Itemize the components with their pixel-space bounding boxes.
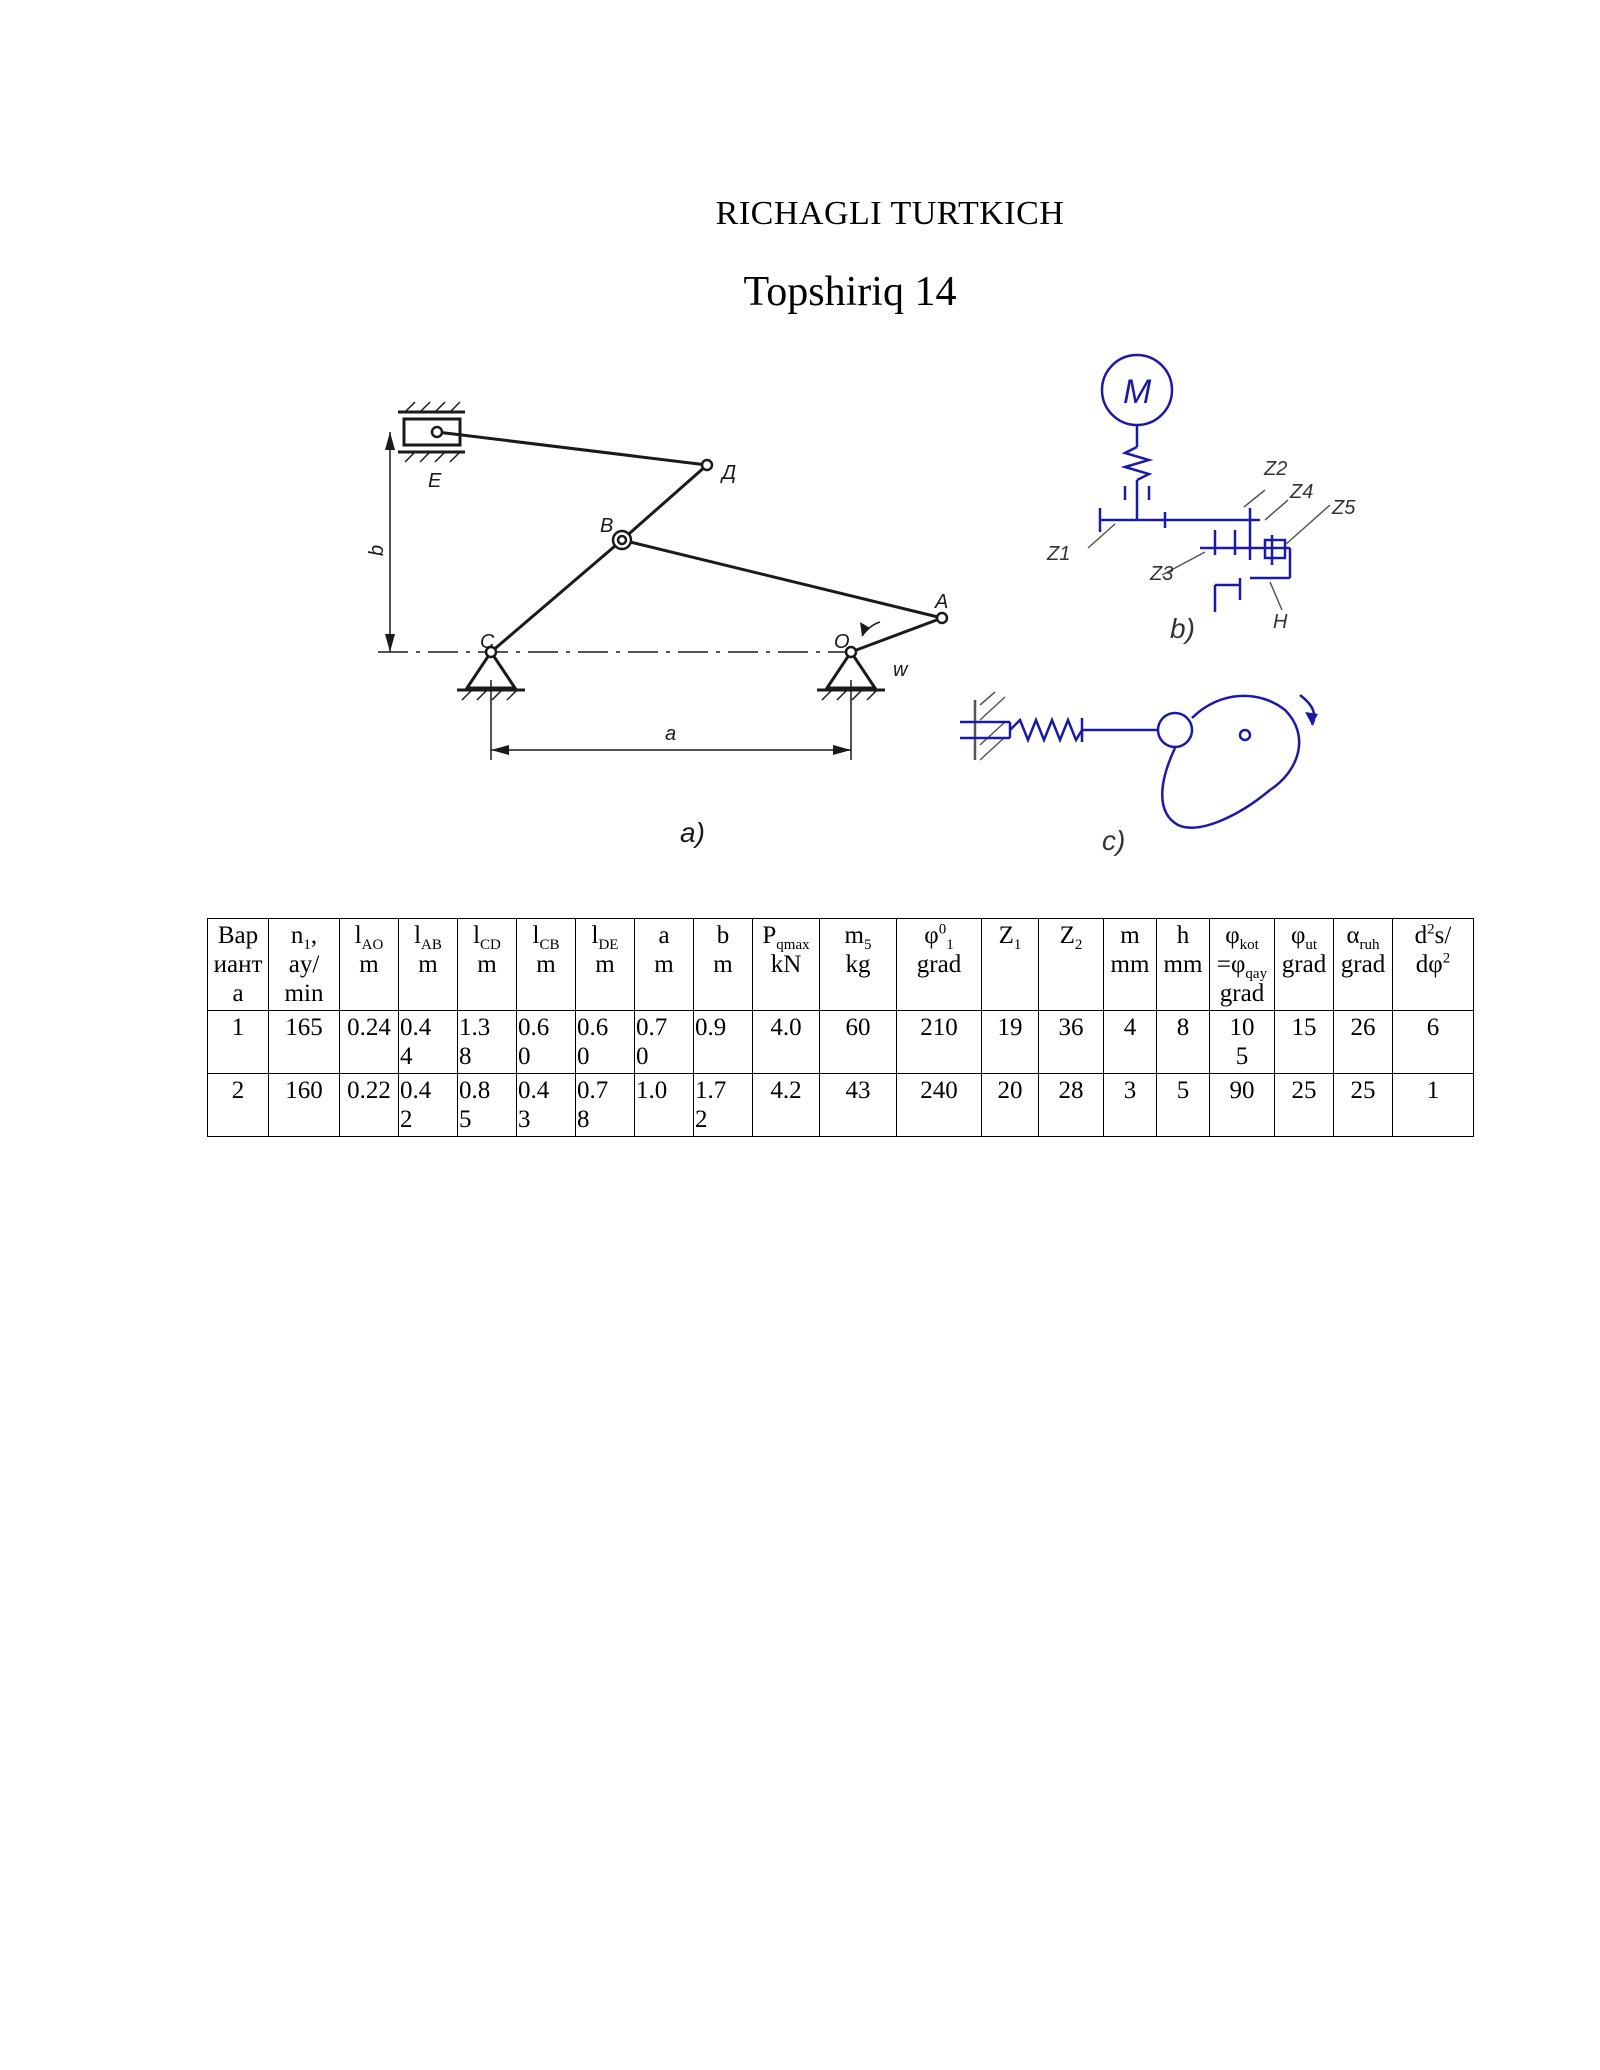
table-cell: 0.22 — [340, 1074, 399, 1137]
table-cell: 5 — [1157, 1074, 1210, 1137]
table-cell: 6 — [1393, 1011, 1474, 1074]
table-cell: 0.24 — [340, 1011, 399, 1074]
header-variant: Вар иант а — [208, 919, 269, 1011]
table-cell: 4.2 — [753, 1074, 820, 1137]
link-ba — [622, 540, 942, 618]
motor-label: M — [1123, 373, 1152, 411]
gear-label-z4: Z4 — [1290, 481, 1314, 503]
header-alpharuh: $\alpha_{ruh}$ grad — [1334, 919, 1393, 1011]
header-h: h mm — [1157, 919, 1210, 1011]
table-cell: 0.4 2 — [399, 1074, 458, 1137]
table-cell: 20 — [982, 1074, 1039, 1137]
table-cell: 0.9 — [694, 1011, 753, 1074]
table-cell: 28 — [1039, 1074, 1104, 1137]
point-label-d: Д — [722, 462, 737, 484]
table-cell: 0.7 0 — [635, 1011, 694, 1074]
table-cell: 36 — [1039, 1011, 1104, 1074]
header-lde: $l_{DE}$ m — [576, 919, 635, 1011]
table-cell: 43 — [820, 1074, 897, 1137]
header-z1: $Z_1$ — [982, 919, 1039, 1011]
point-label-b: B — [600, 515, 614, 537]
table-cell: 0.7 8 — [576, 1074, 635, 1137]
mechanism-diagram — [0, 0, 1600, 880]
header-lcd: $l_{CD}$ m — [458, 919, 517, 1011]
table-cell: 26 — [1334, 1011, 1393, 1074]
link-cb — [491, 540, 622, 652]
caption-a: a) — [680, 817, 705, 848]
gear-label-z1: Z1 — [1047, 543, 1071, 565]
header-m: m mm — [1104, 919, 1157, 1011]
header-phi01: $\varphi^0_1$ grad — [897, 919, 982, 1011]
table-cell: 15 — [1275, 1011, 1334, 1074]
table-row — [208, 1074, 1474, 1137]
header-z2: $Z_2$ — [1039, 919, 1104, 1011]
table-cell: 1 — [208, 1011, 269, 1074]
table-cell: 0.8 5 — [458, 1074, 517, 1137]
point-label-a: A — [935, 591, 949, 613]
table-cell: 19 — [982, 1011, 1039, 1074]
cam-diagram — [960, 692, 1314, 828]
caption-b: b) — [1170, 613, 1195, 644]
header-m5: $m_5$ kg — [820, 919, 897, 1011]
point-label-e: E — [428, 470, 442, 492]
table-cell: 210 — [897, 1011, 982, 1074]
dim-label-a: a — [665, 723, 677, 745]
table-cell: 1 — [1393, 1074, 1474, 1137]
table-cell: 1.3 8 — [458, 1011, 517, 1074]
table-cell: 0.4 4 — [399, 1011, 458, 1074]
table-cell: 4.0 — [753, 1011, 820, 1074]
table-cell: 25 — [1334, 1074, 1393, 1137]
header-phiut: $\varphi_{ut}$ grad — [1275, 919, 1334, 1011]
table-cell: 1.7 2 — [694, 1074, 753, 1137]
gear-label-z3: Z3 — [1150, 563, 1174, 585]
table-cell: 160 — [269, 1074, 340, 1137]
table-cell: 0.6 0 — [517, 1011, 576, 1074]
table-cell: 3 — [1104, 1074, 1157, 1137]
table-cell: 0.4 3 — [517, 1074, 576, 1137]
header-lcb: $l_{CB}$ m — [517, 919, 576, 1011]
caption-c: c) — [1102, 825, 1126, 856]
table-cell: 10 5 — [1210, 1011, 1275, 1074]
table-cell: 4 — [1104, 1011, 1157, 1074]
table-cell: 8 — [1157, 1011, 1210, 1074]
parameters-table — [207, 918, 1474, 1137]
table-cell: 240 — [897, 1074, 982, 1137]
header-a: a m — [635, 919, 694, 1011]
dim-label-b: b — [366, 544, 388, 556]
header-b: b m — [694, 919, 753, 1011]
table-cell: 25 — [1275, 1074, 1334, 1137]
point-label-o: O — [834, 631, 850, 653]
link-db — [622, 465, 707, 540]
carrier-label: H — [1273, 611, 1288, 633]
header-pqmax: $P_{qmax}$ kN — [753, 919, 820, 1011]
header-lab: $l_{AB}$ m — [399, 919, 458, 1011]
header-phikot: $\varphi_{kot}$ $=\varphi_{qay}$ grad — [1210, 919, 1275, 1011]
table-cell: 2 — [208, 1074, 269, 1137]
header-n1: $n_1$, ay/ min — [269, 919, 340, 1011]
omega-label: w — [893, 659, 908, 681]
table-row — [208, 1011, 1474, 1074]
page-subtitle: Topshiriq 14 — [743, 269, 957, 315]
header-lao: $l_{AO}$ m — [340, 919, 399, 1011]
header-d2s: $d^2s/$ $d\varphi^2$ — [1393, 919, 1474, 1011]
link-oa — [851, 618, 942, 652]
table-cell: 1.0 — [635, 1074, 694, 1137]
table-header-row — [208, 919, 1474, 1011]
table-cell: 0.6 0 — [576, 1011, 635, 1074]
table-cell: 90 — [1210, 1074, 1275, 1137]
table-cell: 60 — [820, 1011, 897, 1074]
page-title: RICHAGLI TURTKICH — [715, 195, 1065, 232]
table-body — [208, 1011, 1474, 1137]
gear-label-z2: Z2 — [1264, 458, 1288, 480]
table-cell: 165 — [269, 1011, 340, 1074]
gear-label-z5: Z5 — [1332, 497, 1356, 519]
link-de — [437, 432, 707, 465]
point-label-c: C — [480, 631, 495, 653]
